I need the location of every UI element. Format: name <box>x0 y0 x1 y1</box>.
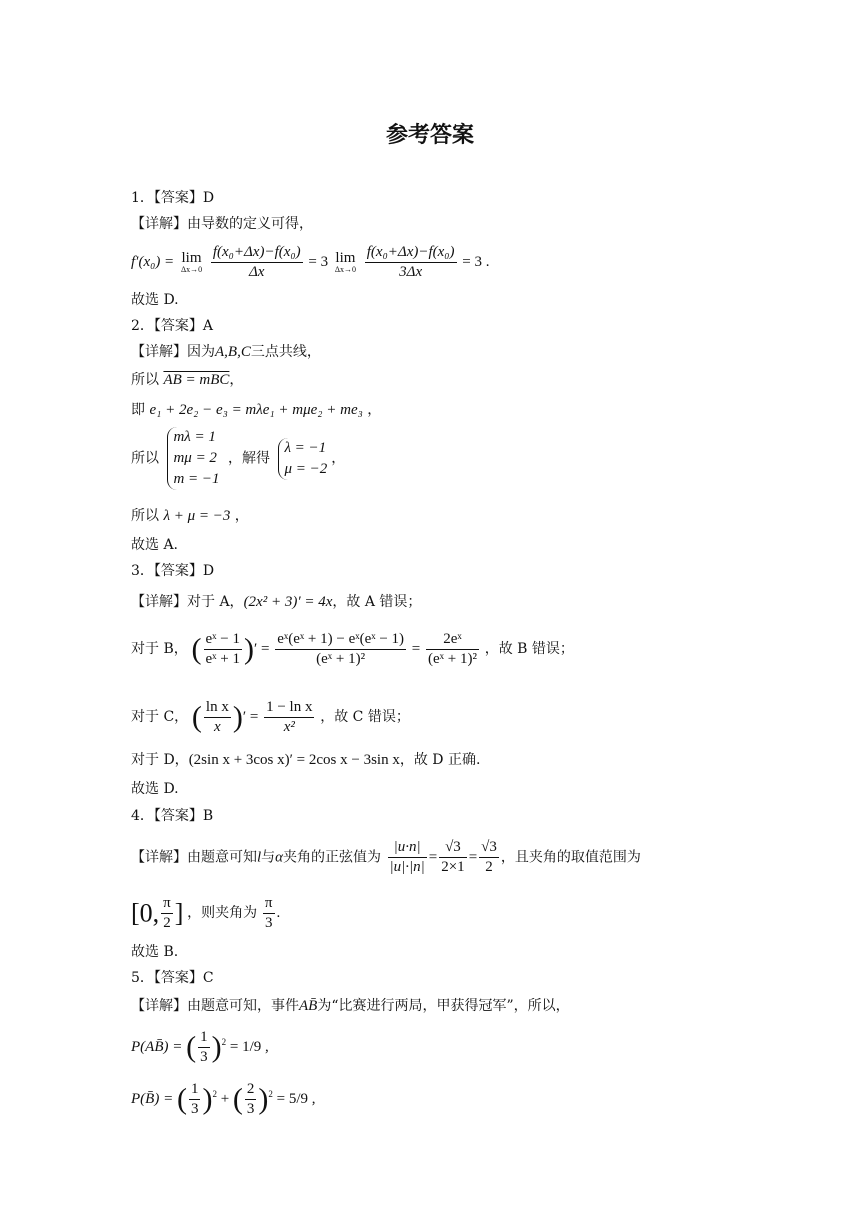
q3-b-lhs: $\frac{\text{eˣ − 1}}{\text{eˣ + 1}}$ <box>205 631 240 667</box>
q4-detail-1: 【详解】由题意可知l与α夹角的正弦值为 $\frac{|u\cdot n|}{|u|\cdot|n|}$ = $\frac{√3}{2\times 1}$ = $\frac{√3}{2}$ ，且夹角的取值范围为 <box>131 839 641 875</box>
q1-lhs: f′(x₀) = <box>131 253 175 270</box>
q3-conclusion: 故选 D. <box>131 781 179 797</box>
q1-answer-head: 1．【答案】D <box>131 190 215 206</box>
q2-conclusion: 故选 A. <box>131 537 179 553</box>
q1-end: = 3 . <box>462 253 490 270</box>
q2-answer-head: 2．【答案】A <box>131 318 214 334</box>
q4-frac-1: $\frac{|u\cdot n|}{|u|\cdot|n|}$ <box>389 839 425 875</box>
q4-range-frac: $\frac{\pi}{2}$ <box>163 895 171 931</box>
q2-system-2: λ = −1 μ = −2 <box>278 438 327 480</box>
q3-option-a: 【详解】对于 A，(2x² + 3)′ = 4x，故 A 错误； <box>131 594 422 610</box>
q4-answer-head: 4．【答案】B <box>131 808 214 824</box>
q2-system: 所以 mλ = 1 mμ = 2 m = −1 ，解得 λ = −1 μ = −2 ， <box>131 427 345 490</box>
q5-answer-head: 5．【答案】C <box>131 970 214 986</box>
q4-frac-2: $\frac{√3}{2\times 1}$ <box>441 839 465 875</box>
q5-detail: 【详解】由题意可知，事件AB̄为“比赛进行两局，甲获得冠军”，所以， <box>131 998 570 1014</box>
q3-c-rhs: $\frac{\text{1 − ln x}}{\text{x²}}$ <box>266 699 313 735</box>
q1-lim2: lim Δx→0 <box>334 250 356 274</box>
q3-option-b: 对于 B， ( $\frac{\text{eˣ − 1}}{\text{eˣ + 1}}$ )′ = $\frac{\text{eˣ(eˣ + 1) − eˣ(eˣ − 1)}}{\text{(eˣ + 1)²}}$ = $\frac{\text{2eˣ}}{\text{(eˣ + 1)²}}$ ，故 B 错误； <box>131 631 574 667</box>
q2-system-1: mλ = 1 mμ = 2 m = −1 <box>167 427 219 490</box>
q4-detail-2: [0, $\frac{\pi}{2}$ ] ，则夹角为 $\frac{\pi}{3}$ . <box>131 895 281 931</box>
q3-b-rhs: $\frac{\text{2eˣ}}{\text{(eˣ + 1)²}}$ <box>428 631 477 667</box>
q1-frac1: $\frac{\text{f(x₀+Δx)−f(x₀)}}{\Delta x}$ <box>212 244 301 280</box>
q5-prob-ab: P(AB̄) = ( $\frac{1}{3}$ )$^2$ = 1/9 , <box>131 1029 269 1065</box>
page-title: 参考答案 <box>385 123 474 148</box>
q3-c-lhs: $\frac{\text{ln x}}{x}$ <box>205 699 229 735</box>
q3-option-d: 对于 D，(2sin x + 3cos x)′ = 2cos x − 3sin x，故 D 正确. <box>131 752 481 768</box>
q4-conclusion: 故选 B. <box>131 944 179 960</box>
q1-frac2: $\frac{\text{f(x₀+Δx)−f(x₀)}}{3\Delta x}$ <box>366 244 455 280</box>
q1-mid: = 3 <box>308 253 329 270</box>
q1-conclusion: 故选 D. <box>131 292 179 308</box>
q3-b-mid: $\frac{\text{eˣ(eˣ + 1) − eˣ(eˣ − 1)}}{\text{(eˣ + 1)²}}$ <box>277 631 405 667</box>
q2-line3: 即 e₁ + 2e₂ − e₃ = mλe₁ + mμe₂ + me₃ ， <box>131 402 382 418</box>
q5-prob-b: P(B̄) = ( $\frac{1}{3}$ )$^2$ + ( $\frac{2}{3}$ )$^2$ = 5/9 , <box>131 1081 316 1117</box>
q1-detail: 【详解】由导数的定义可得， <box>131 216 313 232</box>
q1-lim1: lim Δx→0 <box>180 250 203 274</box>
q4-frac-3: $\frac{√3}{2}$ <box>481 839 497 875</box>
q3-option-c: 对于 C， ( $\frac{\text{ln x}}{x}$ )′ = $\frac{\text{1 − ln x}}{\text{x²}}$ ，故 C 错误； <box>131 699 410 735</box>
q2-line5: 所以 λ + μ = −3 ， <box>131 508 249 524</box>
q4-answer-frac: $\frac{\pi}{3}$ <box>264 895 273 931</box>
q3-answer-head: 3．【答案】D <box>131 563 215 579</box>
q2-line2: 所以 AB = mBC， <box>131 372 244 388</box>
q1-formula <box>131 243 490 282</box>
q2-detail: 【详解】因为A,B,C三点共线， <box>131 344 321 360</box>
